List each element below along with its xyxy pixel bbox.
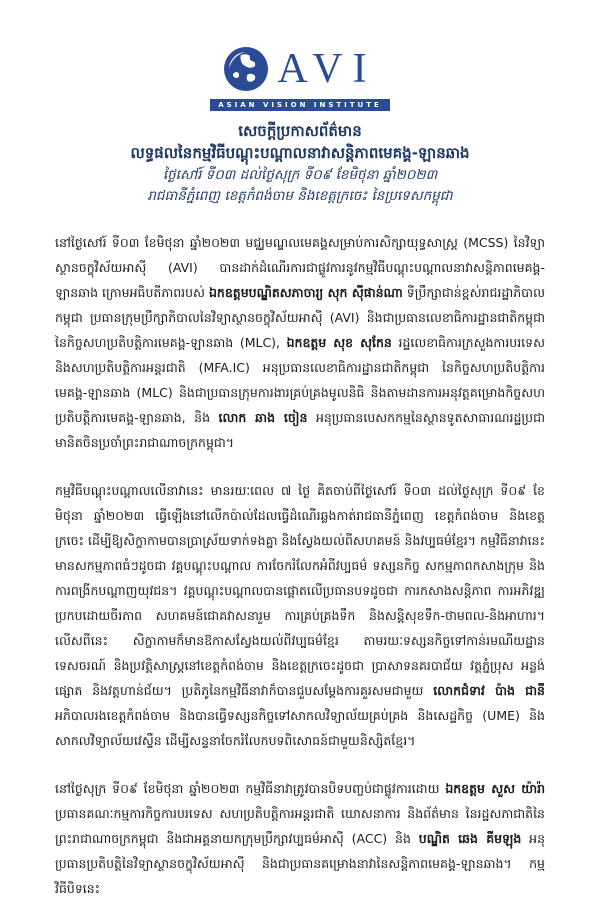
- person-name: បណ្ឌិត ឆេង គីមឡុង: [418, 830, 522, 846]
- paragraph-segment: ប្រធានគណៈកម្មការកិច្ចការបរទេស សហប្រតិបត្តិការអន្តរជាតិ ឃោសនាការ និងព័ត៌មាន នៃរដ្ឋសភាជាតិនៃព្រះរាជាណាចក្រកម្ពុជា និងជាអគ្គនាយកក្រុមប្រឹក្សាវប្បធម៌អាស៊ី (ACC) និង: [55, 805, 545, 846]
- date-line: ថ្ងៃសៅរ៍ ទី០៣ ដល់ថ្ងៃសុក្រ ទី០៩ ខែមិថុនា ឆ្នាំ២០២៣: [162, 166, 438, 183]
- body-paragraph: [55, 776, 545, 901]
- body-paragraph: [55, 230, 545, 455]
- location-line: រាជធានីភ្នំពេញ ខេត្តកំពង់ចាម និងខេត្តក្រចេះ នៃប្រទេសកម្ពុជា: [147, 188, 453, 205]
- body-paragraph: [55, 478, 545, 753]
- paragraph-segment: ទីប្រឹក្សាជាន់ខ្ពស់រាជរដ្ឋាភិបាលកម្ពុជា ប្រធានក្រុមប្រឹក្សាភិបាលនៃវិទ្យាស្ថានចក្ខុវិស័យអាស៊ី (AVI) និងជាប្រធានលេខាធិការដ្ឋានជាតិកម្ពុជានៃកិច្ចសហប្រតិបត្តិការមេគង្គ-ឡានឆាង (MLC),: [55, 284, 545, 350]
- globe-icon: [223, 46, 269, 92]
- paragraph-segment: អនុប្រធានបេសកកម្មនៃស្ថានទូតសាធារណរដ្ឋប្រជាមានិតចិនប្រចាំព្រះរាជាណាចក្រកម្ពុជា។: [55, 409, 545, 450]
- paragraph-segment: កម្មវិធីបណ្ដុះបណ្ដាលលើនាវានេះ មានរយៈពេល ៧ ថ្ងៃ គិតចាប់ពីថ្ងៃសៅរ៍ ទី០៣ ដល់ថ្ងៃសុក្រ ទី០៩ ខែមិថុនា ឆ្នាំ២០២៣ ធ្វើឡើងនៅលើកប៉ាល់ដែលធ្វើដំណើរឆ្លងកាត់រាជធានីភ្នំពេញ ខេត្តកំពង់ចាម និងខេត្តក្រចេះ ដើម្បីឱ្យសិក្ខាកាមបានប្រាស្រ័យទាក់ទងគ្នា និងស្វែងយល់ពីសហគមន៍ និងវប្បធម៌ខ្មែរ។ កម្មវិធីនាវានេះមានសកម្មភាពធំៗដូចជា វគ្គបណ្ដុះបណ្ដាល ការចែករំលែកអំពីវប្បធម៌ ទស្សនកិច្ច សកម្មភាពកសាងក្រុម និងការពង្រីកបណ្ដាញយុវជន។ វគ្គបណ្ដុះបណ្ដាលបានផ្ដោតលើប្រធានបទដូចជា ការកសាងសន្តិភាព ការអភិវឌ្ឍប្រកបដោយចីរភាព សហគមន៍ជោគវាសនារួម ការគ្រប់គ្រងទឹក និងសន្តិសុខទឹក-ថាមពល-និងអាហារ។ លើសពីនេះ សិក្ខាកាមក៏មានឱកាសស្វែងយល់ពីវប្បធម៌ខ្មែរ តាមរយៈទស្សនកិច្ចទៅកាន់រមណីយដ្ឋានទេសចរណ៍ និងប្រវត្តិសាស្ត្រនៅខេត្តកំពង់ចាម និងខេត្តក្រចេះដូចជា ប្រាសាទនគរបាជ័យ វត្តភ្នំប្រុស អន្លង់ផ្សោត និងវត្តហាន់ជ័យ។ ប្រតិភូនៃកម្មវិធីនាវាក៏បានជួបសម្ដែងការគួរសមជាមួយ: [55, 482, 545, 698]
- avi-wordmark: AVI: [277, 46, 377, 92]
- paragraph-segment: អភិបាលរងខេត្តកំពង់ចាម និងបានធ្វើទស្សនកិច្ចទៅសាកលវិទ្យាល័យគ្រប់គ្រង និងសេដ្ឋកិច្ច (UME) និងសាកលវិទ្យាល័យវេស្ទឺន ដើម្បីសន្ទនាចែករំលែកបទពិសោធន៍ជាមួយនិស្សិតខ្មែរ។: [55, 707, 545, 748]
- person-name: លោកជំទាវ ប៉ាង ជានី: [433, 682, 545, 698]
- press-release-title: សេចក្ដីប្រកាសព័ត៌មាន: [238, 122, 362, 140]
- logo-banner: ASIAN VISION INSTITUTE: [210, 99, 390, 111]
- person-name: ឯកឧត្តមបណ្ឌិតសភាចារ្យ សុក ស៊ីផាន់ណា: [208, 284, 403, 300]
- body-text: [55, 230, 545, 901]
- paragraph-segment: រដ្ឋលេខាធិការក្រសួងការបរទេស និងសហប្រតិបត្តិការអន្តរជាតិ (MFA.IC) អនុប្រធានលេខាធិការដ្ឋានជាតិកម្ពុជា នៃកិច្ចសហប្រតិបត្តិការមេគង្គ-ឡានឆាង (MLC) និងជាប្រធានក្រុមការងារគ្រប់គ្រងមូលនិធិ និងតាមដានការអនុវត្តគម្រោងកិច្ចសហប្រតិបត្តិការមេគង្គ-ឡានឆាង, និង: [55, 334, 545, 425]
- logo: [0, 0, 600, 111]
- person-name: ឯកឧត្តម សុខ សុកែន: [286, 334, 392, 350]
- paragraph-segment: នៅថ្ងៃសៅរ៍ ទី០៣ ខែមិថុនា ឆ្នាំ២០២៣ មជ្ឈមណ្ឌលមេគង្គសម្រាប់ការសិក្សាយុទ្ធសាស្ត្រ (MCSS) នៃវិទ្យាស្ថានចក្ខុវិស័យអាស៊ី (AVI) បានដាក់ដំណើរការជាផ្លូវការនូវកម្មវិធីបណ្ដុះបណ្ដាលនាវាសន្តិភាពមេគង្គ-ឡានឆាង ក្រោមអធិបតីភាពរបស់: [55, 234, 545, 300]
- person-name: លោក ឆាង ចៀន: [218, 409, 308, 425]
- paragraph-segment: អនុប្រធានប្រតិបត្តិនៃវិទ្យាស្ថានចក្ខុវិស័យអាស៊ី និងជាប្រធានគម្រោងនាវានៃសន្តិភាពមេគង្គ-ឡានឆាង។ កម្មវិធីបិទនេះ: [55, 830, 546, 896]
- program-title: លទ្ធផលនៃកម្មវិធីបណ្ដុះបណ្ដាលនាវាសន្តិភាពមេគង្គ-ឡានឆាង: [130, 143, 470, 162]
- paragraph-segment: នៅថ្ងៃសុក្រ ទី០៩ ខែមិថុនា ឆ្នាំ២០២៣ កម្មវិធីនាវាត្រូវបានបិទបញ្ចប់ជាផ្លូវការដោយ: [55, 780, 446, 796]
- document-header: [0, 121, 600, 208]
- person-name: ឯកឧត្តម សួស យ៉ារ៉ា: [445, 780, 546, 796]
